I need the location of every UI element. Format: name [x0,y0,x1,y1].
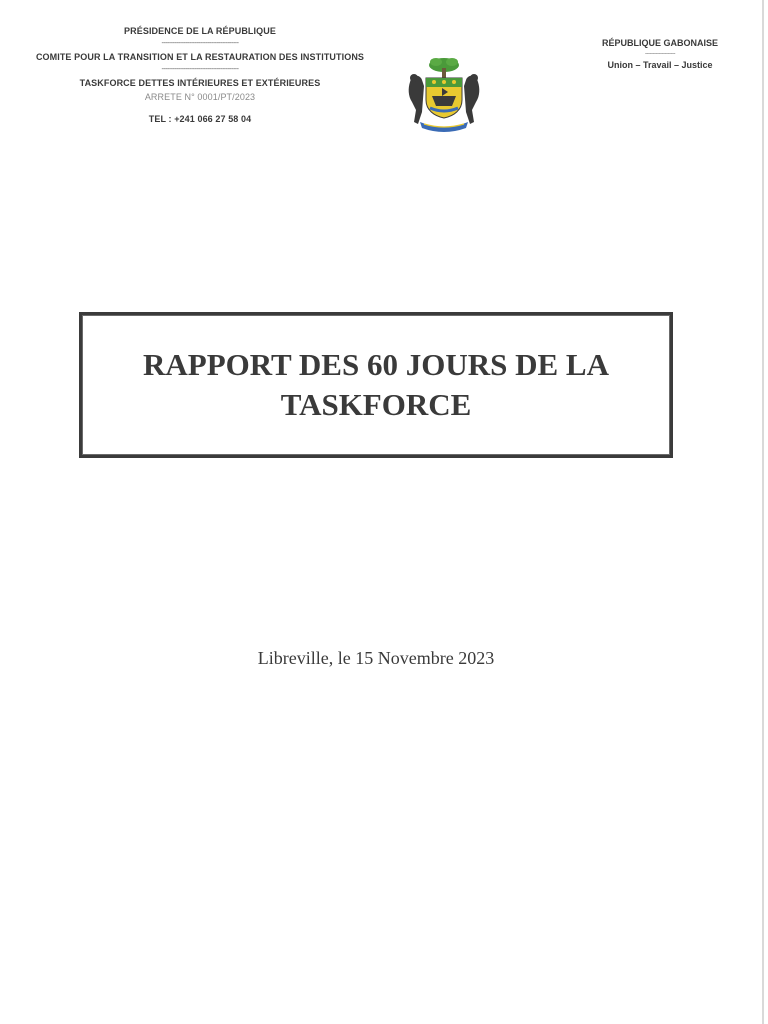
header-separator: ------------------------------------------ [161,66,239,73]
coat-of-arms-icon [402,52,486,136]
place-date: Libreville, le 15 Novembre 2023 [257,648,495,668]
report-title-line2: TASKFORCE [280,387,472,422]
scan-edge [762,0,764,1024]
republique-label: RÉPUBLIQUE GABONAISE [601,38,718,48]
issuer-header [20,26,380,124]
arrete-label: ARRETE N° 0001/PT/2023 [144,92,256,102]
comite-label: COMITE POUR LA TRANSITION ET LA RESTAURATION DES INSTITUTIONS [35,52,365,62]
title-frame [79,312,673,458]
report-title [96,345,656,425]
country-header [580,38,740,70]
report-title-line1: RAPPORT DES 60 JOURS DE LA [143,347,609,382]
presidence-label: PRÉSIDENCE DE LA RÉPUBLIQUE [124,26,276,36]
header-separator: ------------------------------------------ [161,40,239,47]
telephone-label: TEL : +241 066 27 58 04 [148,114,252,124]
header-separator: -------------------- [645,51,675,57]
taskforce-label: TASKFORCE DETTES INTÉRIEURES ET EXTÉRIEURES [79,78,321,88]
motto-label: Union – Travail – Justice [607,60,713,70]
